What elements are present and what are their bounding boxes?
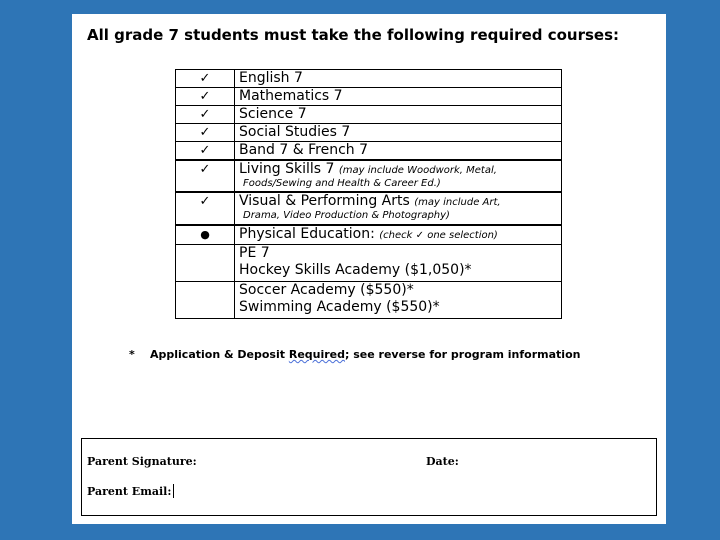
page-heading: All grade 7 students must take the following required courses: [87, 26, 620, 44]
checkmark: ✓ [176, 192, 235, 225]
course-cell [235, 192, 562, 225]
footnote-prefix: Application & Deposit [150, 348, 289, 361]
course-name: Physical Education: [239, 226, 375, 242]
pe-option-checkbox[interactable] [176, 282, 235, 319]
table-row [176, 106, 562, 124]
course-name: Visual & Performing Arts [239, 193, 410, 209]
pe-option-checkbox[interactable] [176, 245, 235, 282]
course-cell [235, 225, 562, 245]
pe-option-cell [235, 245, 562, 282]
course-note-continued: Drama, Video Production & Photography) [243, 210, 450, 221]
required-courses-table [175, 69, 562, 319]
checkmark: ✓ [176, 160, 235, 192]
checkmark: ✓ [176, 106, 235, 124]
form-page [72, 14, 666, 524]
course-name: Science 7 [235, 106, 562, 124]
footnote [129, 348, 580, 361]
course-note-continued: Foods/Sewing and Health & Career Ed.) [243, 178, 441, 189]
date-field[interactable] [426, 455, 459, 468]
checkmark: ✓ [176, 88, 235, 106]
parent-email-label: Parent Email: [87, 485, 172, 498]
pe-option: Swimming Academy ($550)* [239, 299, 440, 315]
footnote-suffix: ; see reverse for program information [345, 348, 581, 361]
table-row [176, 192, 562, 225]
table-row [176, 88, 562, 106]
course-name: Mathematics 7 [235, 88, 562, 106]
pe-option: PE 7 [239, 245, 270, 261]
table-row [176, 160, 562, 192]
table-row [176, 124, 562, 142]
pe-option-cell [235, 282, 562, 319]
pe-option: Hockey Skills Academy ($1,050)* [239, 262, 472, 278]
table-row [176, 70, 562, 88]
pe-option: Soccer Academy ($550)* [239, 282, 414, 298]
signature-box [81, 438, 657, 516]
course-note: (may include Art, [414, 197, 501, 208]
course-note: (check ✓ one selection) [379, 230, 498, 241]
course-note: (may include Woodwork, Metal, [338, 165, 497, 176]
parent-signature-label: Parent Signature: [87, 455, 197, 468]
pe-options-row [176, 282, 562, 319]
footnote-required: Required [288, 348, 346, 361]
course-name: English 7 [235, 70, 562, 88]
course-name: Band 7 & French 7 [235, 142, 562, 161]
parent-signature-field[interactable] [87, 455, 197, 468]
date-label: Date: [426, 455, 459, 468]
course-cell [235, 160, 562, 192]
course-name: Living Skills 7 [239, 161, 335, 177]
checkmark: ✓ [176, 70, 235, 88]
checkmark: ✓ [176, 142, 235, 161]
table-row [176, 225, 562, 245]
course-name: Social Studies 7 [235, 124, 562, 142]
table-row [176, 142, 562, 161]
parent-email-field[interactable] [87, 484, 174, 498]
pe-options-row [176, 245, 562, 282]
checkmark: ✓ [176, 124, 235, 142]
bullet-mark: ● [176, 225, 235, 245]
footnote-star: * [129, 348, 135, 361]
text-cursor [173, 484, 174, 498]
